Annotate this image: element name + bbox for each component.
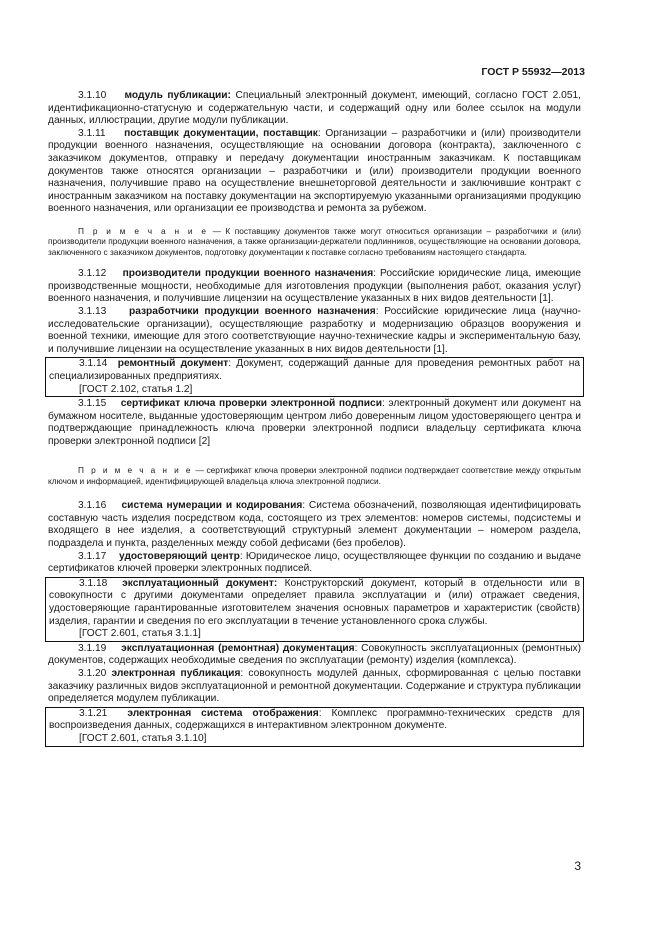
entry-3-1-11 [48, 128, 581, 216]
entry-definition: : Документ, содержащий данные для проведения ремонтных работ на специализированных предприятиях. [49, 358, 580, 382]
entry-definition: : Юридическое лицо, осуществляющее функции по созданию и выдаче сертификатов ключей проверки электронных подписей. [48, 550, 582, 575]
document-header: ГОСТ Р 55932—2013 [481, 66, 585, 78]
entry-term: производители продукции военного назначения [122, 268, 374, 280]
entry-reference: [ГОСТ 2.601, статья 3.1.1] [79, 628, 201, 640]
note-label: П р и м е ч а н и е [78, 225, 209, 236]
entry-term: разработчики продукции военного назначения [128, 305, 376, 317]
entry-reference: [ГОСТ 2.102, статья 1.2] [79, 383, 193, 395]
entry-definition: : Система обозначений, позволяющая идентифицировать составную часть изделия посредством кода, состоящего из трех элементов: номеров системы, подсистемы и входящего в нее изделия, а соответствующий структурный элемент документации – номером раздела, подраздела и пункта, разделенных между собой дефисами (без пробелов). [48, 500, 582, 550]
entry-term: ремонтный документ [117, 358, 229, 370]
entry-term: электронная система отображения [127, 707, 319, 719]
entry-number: 3.1.19 [78, 642, 107, 654]
entry-number: 3.1.17 [78, 550, 107, 562]
entry-term: модуль публикации: [124, 90, 231, 101]
entry-3-1-21 [49, 708, 580, 733]
note-text: сертификат ключа проверки электронной подписи подтверждает соответствие между открытым ключом и информацией, идентифицирующей владельца ключа электронной подписи. [48, 465, 581, 486]
entry-number: 3.1.16 [78, 500, 107, 512]
entry-3-1-10 [48, 90, 581, 128]
note-dash: — [208, 225, 226, 236]
entry-definition: : Организации – разработчики и (или) производители продукции военного назначения, осуществляющие на основании договора (контракта), заключенного с заказчиком документов, отправку и передачу документации иностранным заказчикам. К поставщикам документов также относятся организации – разработчики и (или) производители продукции военного назначения, получившие право на осуществление внешнеторговой деятельности и заключившие контракт с иностранным заказчиком на поставку документации на экспортируемую указанными организациями продукцию военного назначения, или организации ее производства и ремонта за рубежом. [48, 127, 581, 215]
entry-number: 3.1.20 [78, 668, 107, 679]
entry-definition: : Российские юридические лица, имеющие производственные мощности, необходимые для изготовления продукции (выполнения работ, оказания услуг) военного назначения, и получившие лицензии на осуществление указанных в них видов деятельности [1]. [48, 268, 581, 305]
entry-3-1-15 [48, 398, 581, 448]
entry-number: 3.1.10 [78, 90, 107, 101]
document-body [48, 90, 581, 748]
entry-definition: : Российские юридические лица (научно-исследовательские организации), осуществляющие разработку и модернизацию образцов вооружения и военной техники, имеющие для этого соответствующие научно-технические кадры и экспериментальную базу, и получившие лицензии на осуществление указанных в них видов деятельности [1]. [48, 305, 582, 355]
entry-term: эксплуатационный документ: [122, 577, 278, 589]
note-2 [48, 465, 581, 486]
entry-number: 3.1.13 [78, 305, 107, 317]
entry-definition: : совокупность модулей данных, сформированная с целью поставки заказчику различных видов эксплуатационной и ремонтной документации. Содержание и структура публикации определяется модулем публикации. [48, 668, 581, 705]
entry-term: система нумерации и кодирования [121, 500, 303, 512]
entry-3-1-18 [49, 578, 580, 628]
entry-term: электронная публикация [111, 668, 241, 679]
entry-number: 3.1.12 [78, 268, 107, 280]
entry-number: 3.1.21 [79, 707, 108, 719]
entry-term: сертификат ключа проверки электронной подписи [120, 398, 382, 410]
boxed-entry-3-1-21 [45, 707, 584, 747]
entry-3-1-13 [48, 306, 581, 356]
entry-number: 3.1.18 [79, 577, 108, 589]
entry-definition: Специальный электронный документ, имеющий, согласно ГОСТ 2.051, идентификационно-статусную и содержательную части, и содержащий одну или более ссылок на модули данных, иллюстрации, другие модули публикации. [48, 90, 581, 127]
boxed-entry-3-1-18 [45, 577, 584, 642]
entry-term: удостоверяющий центр [119, 550, 240, 562]
entry-definition: : Комплекс программно-технических средств для воспроизведения данных, содержащихся в интерактивном электронном документе. [49, 707, 580, 732]
entry-3-1-19 [48, 643, 581, 668]
entry-definition: Конструкторский документ, который в отдельности или в совокупности с другими документами определяет правила эксплуатации и (или) отражает сведения, удостоверяющие гарантированные изготовителем значения основных параметров и характеристик (свойств) изделия, гарантии и сведения по его эксплуатации в течение установленного срока службы. [49, 577, 580, 627]
entry-reference: [ГОСТ 2.601, статья 3.1.10] [79, 732, 207, 744]
entry-term: эксплуатационная (ремонтная) документация [121, 642, 355, 654]
entry-number: 3.1.14 [79, 358, 108, 370]
entry-term: поставщик документации, поставщик [124, 127, 318, 139]
entry-number: 3.1.11 [78, 127, 106, 139]
entry-3-1-12 [48, 268, 581, 306]
note-label: П р и м е ч а н и е [78, 465, 193, 476]
entry-number: 3.1.15 [78, 398, 107, 410]
entry-definition: : Совокупность эксплуатационных (ремонтных) документов, содержащих необходимые сведения по эксплуатации (ремонту) изделия (комплекса). [48, 642, 582, 667]
note-1 [48, 226, 581, 257]
entry-3-1-20 [48, 668, 581, 706]
entry-definition: : электронный документ или документ на бумажном носителе, выданные удостоверяющим центром либо доверенным лицом удостоверяющего центра и подтверждающие принадлежность ключа проверки электронной подписи владельцу сертификата ключа проверки электронной подписи [2] [48, 398, 582, 447]
entry-3-1-14 [49, 358, 580, 383]
page-number: 3 [574, 859, 581, 873]
note-dash: — [192, 465, 207, 476]
entry-3-1-16 [48, 500, 581, 550]
note-text: К поставщику документов также могут относиться организации – разработчики и (или) производители продукции военного назначения, а также организации-держатели подлинников, осуществляющие на основании договора, заключенного с заказчиком документов, подготовку документации к поставке согласно требованиям настоящего стандарта. [48, 225, 581, 257]
entry-3-1-17 [48, 551, 581, 576]
boxed-entry-3-1-14 [45, 357, 584, 397]
